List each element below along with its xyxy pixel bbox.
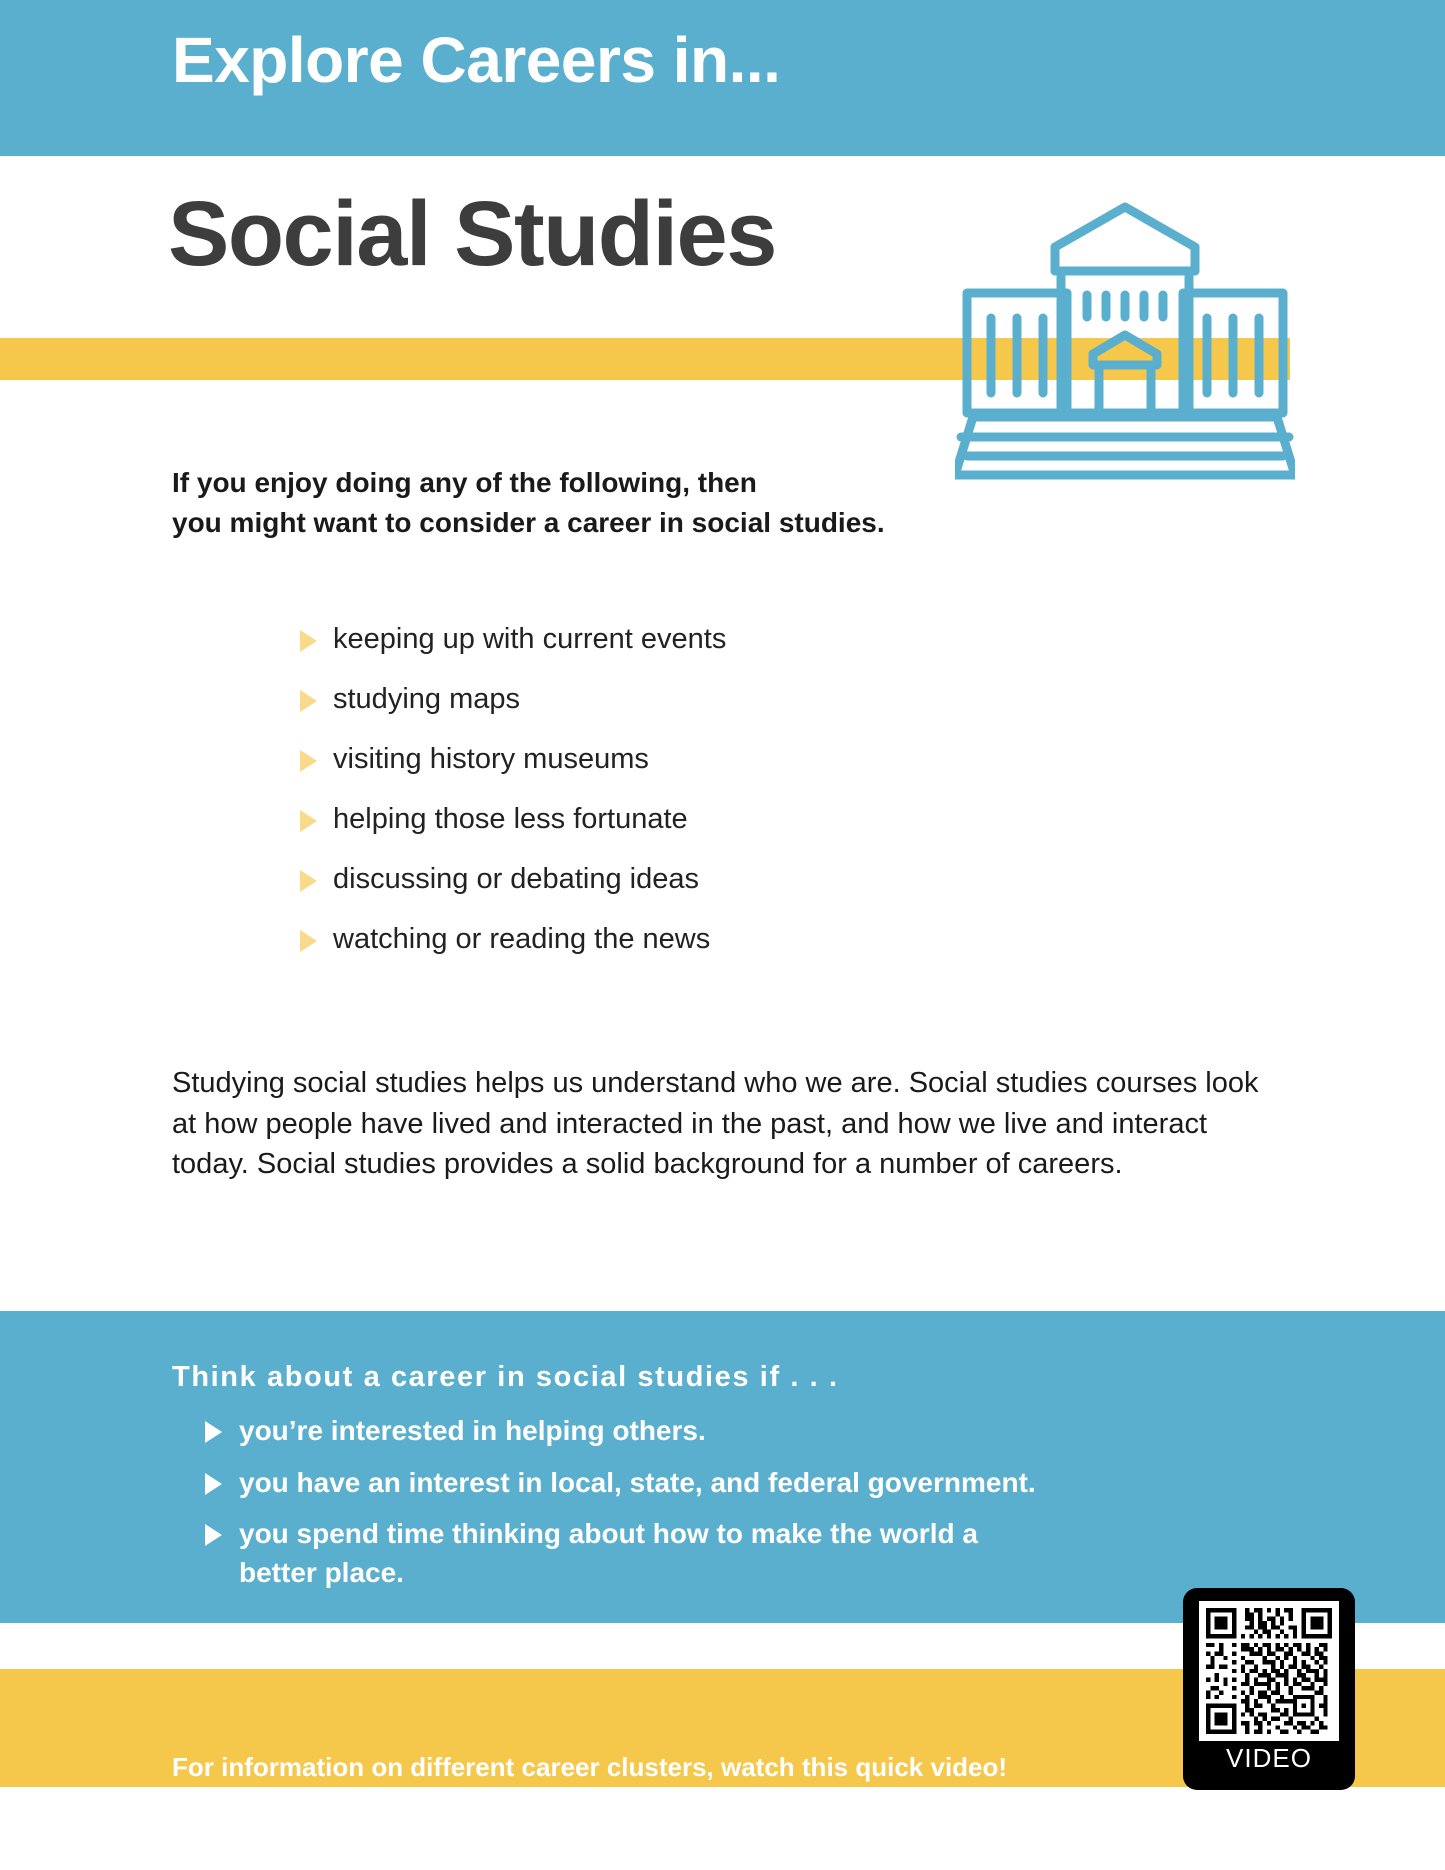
list-item (300, 625, 1000, 663)
list-item (300, 745, 1000, 783)
lead-line-2: you might want to consider a career in social studies. (172, 506, 885, 538)
triangle-bullet-icon (300, 810, 317, 832)
triangle-bullet-icon (300, 930, 317, 952)
interests-list (300, 625, 1000, 985)
list-item (205, 1412, 1205, 1451)
list-item (300, 865, 1000, 903)
callout-list (205, 1412, 1205, 1606)
list-item (205, 1515, 1205, 1592)
list-item-label: keeping up with current events (333, 623, 727, 655)
footer-text: For information on different career clusters, watch this quick video! (172, 1752, 1008, 1782)
triangle-bullet-icon (205, 1421, 222, 1443)
description-paragraph: Studying social studies helps us understand who we are. Social studies courses look at how people have lived and interacted in the past, and how we live and interact today. Social studies provides a solid background for a number of careers. (172, 1067, 1259, 1181)
lead-paragraph (172, 463, 1072, 543)
callout-heading: Think about a career in social studies if . . . (172, 1361, 839, 1393)
eyebrow-title: Explore Careers in... (172, 24, 781, 96)
list-item-label: discussing or debating ideas (333, 863, 699, 895)
list-item (300, 925, 1000, 963)
triangle-bullet-icon (205, 1524, 222, 1546)
list-item-label: watching or reading the news (333, 923, 711, 955)
list-item-label: studying maps (333, 683, 520, 715)
government-building-icon (955, 185, 1295, 485)
triangle-bullet-icon (300, 870, 317, 892)
list-item-label: helping those less fortunate (333, 803, 688, 835)
list-item (205, 1464, 1205, 1503)
video-qr-badge[interactable] (1183, 1588, 1355, 1790)
triangle-bullet-icon (205, 1473, 222, 1495)
qr-code-icon[interactable] (1199, 1601, 1339, 1741)
list-item-label: visiting history museums (333, 743, 649, 775)
triangle-bullet-icon (300, 750, 317, 772)
list-item-label: you spend time thinking about how to make the world a better place. (239, 1518, 978, 1588)
list-item-label: you’re interested in helping others. (239, 1415, 706, 1446)
triangle-bullet-icon (300, 690, 317, 712)
triangle-bullet-icon (300, 630, 317, 652)
qr-label: VIDEO (1226, 1743, 1312, 1773)
list-item-label: you have an interest in local, state, and federal government. (239, 1466, 1036, 1498)
page-title: Social Studies (168, 183, 776, 285)
top-banner (0, 0, 1445, 156)
lead-line-1: If you enjoy doing any of the following, then (172, 467, 757, 498)
list-item (300, 685, 1000, 723)
list-item (300, 805, 1000, 843)
